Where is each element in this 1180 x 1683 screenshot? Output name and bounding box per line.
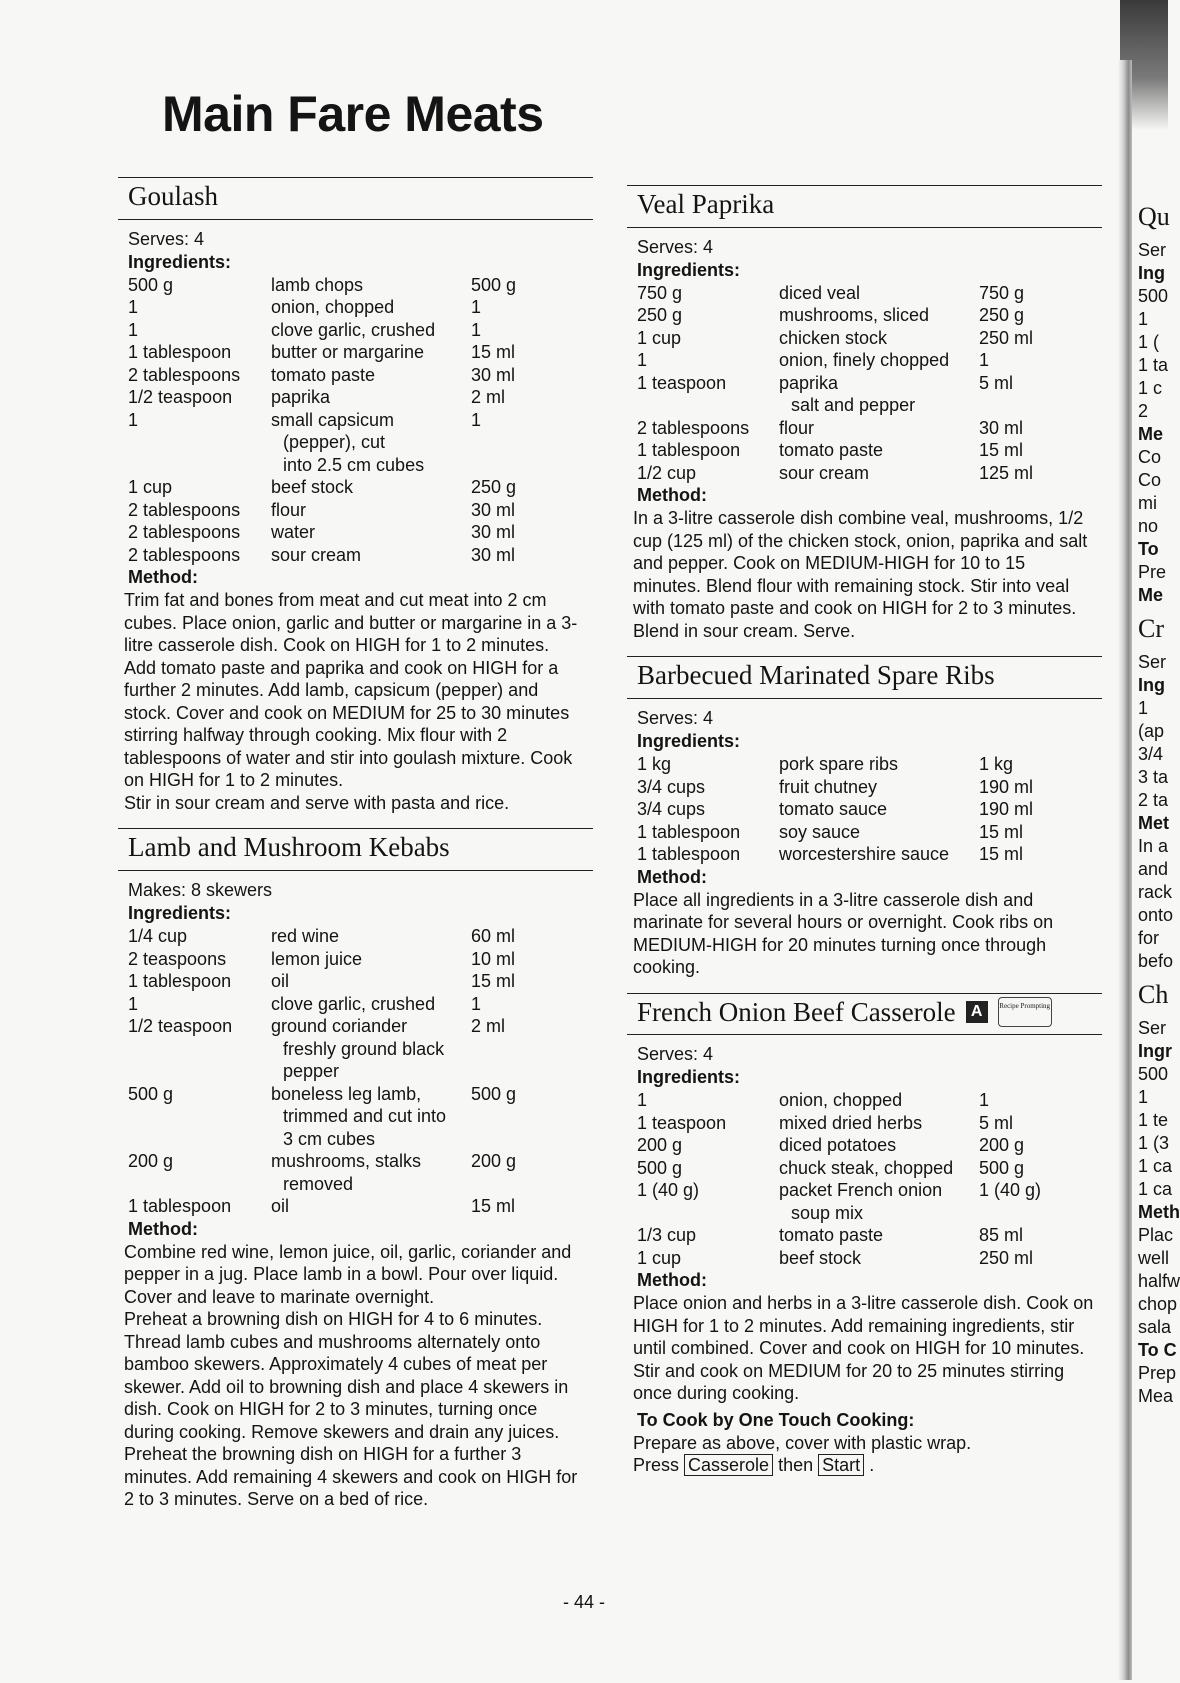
ingredient-item: 3 cm cubes xyxy=(283,1128,376,1149)
ingredient-metric: 250 ml xyxy=(979,327,1034,348)
ingredients-label: Ingredients: xyxy=(637,259,741,280)
ingredient-item: tomato sauce xyxy=(779,799,888,819)
ingredient-metric: 1 (40 g) xyxy=(979,1180,1042,1201)
ingredient-item: clove garlic, crushed xyxy=(271,319,436,340)
next-page-text: 1 ta xyxy=(1138,355,1169,375)
ingredients-table xyxy=(627,753,1102,866)
recipe-title: Veal Paprika xyxy=(627,185,1102,228)
method-text xyxy=(118,589,593,814)
next-page-text: Co xyxy=(1138,470,1162,490)
ingredient-item: chicken stock xyxy=(779,327,888,348)
ingredient-qty: 1 xyxy=(637,350,648,371)
next-page-text: Meth xyxy=(1138,1202,1180,1222)
ingredient-metric: 10 ml xyxy=(471,948,516,969)
ingredient-qty: 1 tablespoon xyxy=(128,971,232,991)
method-text xyxy=(627,507,1102,642)
ingredient-item: clove garlic, crushed xyxy=(271,993,436,1014)
ingredient-item: butter or margarine xyxy=(271,342,425,363)
next-page-text: To xyxy=(1138,539,1159,559)
ingredient-item: oil xyxy=(271,971,290,991)
ingredient-metric: 250 ml xyxy=(979,1247,1034,1268)
next-page-text: Ser xyxy=(1138,652,1167,672)
ingredient-item: packet French onion xyxy=(779,1180,943,1201)
next-page-text: Ser xyxy=(1138,240,1167,260)
ingredient-metric: 750 g xyxy=(979,282,1025,303)
method-label: Method: xyxy=(128,567,198,588)
ingredient-item: diced potatoes xyxy=(779,1135,897,1156)
ingredient-item: removed xyxy=(283,1173,354,1194)
serves: Makes: 8 skewers xyxy=(128,880,273,900)
ingredient-qty xyxy=(128,454,271,477)
ingredients-label: Ingredients: xyxy=(637,731,741,751)
ingredient-qty: 1/3 cup xyxy=(637,1225,697,1246)
ingredient-metric: 200 g xyxy=(471,1151,517,1171)
recipe-goulash xyxy=(118,177,593,814)
ingredient-qty: 1 cup xyxy=(637,1247,682,1268)
ingredient-item: small capsicum xyxy=(271,409,395,430)
next-page-text: 2 xyxy=(1138,401,1149,421)
ingredients-label: Ingredients: xyxy=(128,251,232,272)
method-text xyxy=(118,1241,593,1511)
next-page-text: Me xyxy=(1138,585,1164,605)
ingredient-item: mushrooms, sliced xyxy=(779,305,930,326)
ingredient-metric: 190 ml xyxy=(979,799,1034,819)
ingredient-qty: 1 xyxy=(128,319,139,340)
ingredient-qty: 3/4 cups xyxy=(637,776,706,797)
next-page-text: Ing xyxy=(1138,263,1165,283)
ingredient-metric: 5 ml xyxy=(979,372,1014,393)
ingredient-qty: 1/2 teaspoon xyxy=(128,1016,233,1036)
next-page-text: onto xyxy=(1138,905,1174,925)
ingredient-metric: 125 ml xyxy=(979,462,1034,483)
ingredient-item: (pepper), cut xyxy=(283,432,386,453)
ingredient-metric xyxy=(471,1060,541,1083)
ingredient-item: onion, chopped xyxy=(779,1090,903,1111)
next-page-text: 2 ta xyxy=(1138,790,1169,810)
ingredient-qty: 500 g xyxy=(637,1157,683,1178)
ingredient-qty xyxy=(128,431,271,454)
ingredient-metric: 500 g xyxy=(979,1157,1025,1178)
ingredient-item: pork spare ribs xyxy=(779,754,899,774)
ingredient-metric: 200 g xyxy=(979,1135,1025,1156)
ingredient-qty: 250 g xyxy=(637,305,683,326)
next-page-text: Ingr xyxy=(1138,1041,1172,1061)
ingredient-qty: 500 g xyxy=(128,274,174,295)
next-page-text: 500 xyxy=(1138,1064,1169,1084)
ingredient-metric: 15 ml xyxy=(471,971,516,991)
ingredient-qty: 1 tablespoon xyxy=(637,844,741,864)
ingredient-qty: 1 teaspoon xyxy=(637,372,727,393)
ingredient-item: pepper xyxy=(283,1061,340,1081)
ingredient-qty: 1 cup xyxy=(637,327,682,348)
ingredient-metric: 15 ml xyxy=(979,440,1024,461)
ingredient-item: oil xyxy=(271,1196,290,1216)
recipe-french-onion-beef xyxy=(627,993,1102,1477)
next-page-text: Ing xyxy=(1138,675,1165,695)
method-text xyxy=(627,1292,1102,1405)
ingredient-metric: 15 ml xyxy=(471,1196,516,1216)
ingredient-qty: 500 g xyxy=(128,1083,174,1104)
start-key: Start xyxy=(818,1454,864,1476)
method-paragraph: Preheat a browning dish on HIGH for 4 to 6 minutes. Thread lamb cubes and mushrooms alternately onto bamboo skewers. Approximately 4 cubes of meat per skewer. Add oil to browning dish and place 4 skewers in dish. Cook on HIGH for 2 to 3 minutes, turning once during cooking. Remove skewers and drain any juices. Preheat the browning dish on HIGH for a further 3 minutes. Add remaining 4 skewers and cook on HIGH for 2 to 3 minutes. Serve on a bed of rice. xyxy=(124,1309,578,1509)
next-page-text: Qu xyxy=(1138,202,1170,231)
ingredient-metric: 1 xyxy=(471,993,482,1014)
middle-column xyxy=(627,185,1102,1491)
ingredient-qty: 1 teaspoon xyxy=(637,1112,727,1133)
ingredient-item: onion, finely chopped xyxy=(779,350,950,371)
method-paragraph: Trim fat and bones from meat and cut meat into 2 cm cubes. Place onion, garlic and butter or margarine in a 3-litre casserole dish. Cook on HIGH for 1 to 2 minutes. Add tomato paste and paprika and cook on HIGH for a further 2 minutes. Add lamb, capsicum (pepper) and stock. Cover and cook on MEDIUM for 25 to 30 minutes stirring halfway through cooking. Mix flour with 2 tablespoons of water and stir into goulash mixture. Cook on HIGH for 1 to 2 minutes. xyxy=(124,590,578,791)
ingredient-qty: 1/4 cup xyxy=(128,926,188,946)
next-page-text: Pre xyxy=(1138,562,1167,582)
ingredient-item: tomato paste xyxy=(779,440,884,461)
ingredient-metric: 190 ml xyxy=(979,776,1034,797)
ingredient-item: tomato paste xyxy=(271,364,376,385)
recipe-title xyxy=(627,993,1102,1036)
ingredient-qty: 2 tablespoons xyxy=(128,522,241,543)
next-page-text: In a xyxy=(1138,836,1169,856)
ingredient-item: soy sauce xyxy=(779,821,861,842)
ingredient-item: boneless leg lamb, xyxy=(271,1083,422,1104)
ingredient-metric: 15 ml xyxy=(979,844,1024,864)
serves: Serves: 4 xyxy=(637,236,714,257)
ingredient-qty: 1 tablespoon xyxy=(637,821,741,842)
ingredient-qty xyxy=(637,394,779,417)
auto-cook-badge-icon: A xyxy=(966,1001,988,1023)
ingredient-metric xyxy=(471,1128,541,1151)
ingredients-label: Ingredients: xyxy=(637,1067,741,1088)
method-paragraph: Combine red wine, lemon juice, oil, garlic, coriander and pepper in a jug. Place lamb in a bowl. Pour over liquid. Cover and leave to marinate overnight. xyxy=(124,1241,572,1307)
page-gutter xyxy=(1118,60,1132,1680)
next-page-text: for xyxy=(1138,928,1160,948)
ingredient-metric: 2 ml xyxy=(471,1016,506,1036)
next-page-text: well xyxy=(1138,1248,1170,1268)
method-paragraph: Place all ingredients in a 3-litre casserole dish and marinate for several hours or overnight. Cook ribs on MEDIUM-HIGH for 20 minutes turning once through cooking. xyxy=(633,889,1054,977)
next-page-text: 1 te xyxy=(1138,1110,1169,1130)
ingredient-qty: 750 g xyxy=(637,282,683,303)
ingredient-metric: 1 xyxy=(471,409,482,430)
ingredient-qty: 1/2 teaspoon xyxy=(128,387,233,408)
ingredient-item: tomato paste xyxy=(779,1225,884,1246)
page-number: - 44 - xyxy=(562,1592,605,1612)
one-touch-line: Prepare as above, cover with plastic wrap. xyxy=(633,1432,972,1453)
ingredients-table xyxy=(118,274,593,567)
ingredient-item: beef stock xyxy=(779,1247,862,1268)
next-page-text: 1 xyxy=(1138,309,1149,329)
page-title: Main Fare Meats xyxy=(162,86,544,142)
serves: Serves: 4 xyxy=(637,708,714,728)
next-page-text: 1 (3 xyxy=(1138,1133,1170,1153)
next-page-text: chop xyxy=(1138,1294,1178,1314)
next-page-text: halfw xyxy=(1138,1271,1180,1291)
ingredient-qty: 1 cup xyxy=(128,477,173,498)
ingredient-qty xyxy=(128,1060,271,1083)
recipe-title: Goulash xyxy=(118,177,593,220)
ingredient-item: diced veal xyxy=(779,282,861,303)
next-page-text: and xyxy=(1138,859,1169,879)
ingredients-label: Ingredients: xyxy=(128,903,232,923)
next-page-fragment xyxy=(1138,195,1180,1408)
next-page-text: 1 ca xyxy=(1138,1179,1173,1199)
ingredient-qty: 2 tablespoons xyxy=(128,544,241,565)
serves: Serves: 4 xyxy=(128,228,205,249)
ingredient-metric: 5 ml xyxy=(979,1112,1014,1133)
end-dot: . xyxy=(869,1455,875,1476)
ingredient-qty: 2 tablespoons xyxy=(128,364,241,385)
next-page-text: 1 ( xyxy=(1138,332,1160,352)
ingredient-item: flour xyxy=(779,417,815,438)
left-column xyxy=(118,177,593,1525)
ingredient-item: water xyxy=(271,522,316,543)
ingredient-item: chuck steak, chopped xyxy=(779,1157,954,1178)
ingredient-metric: 250 g xyxy=(471,477,517,498)
ingredients-table xyxy=(627,282,1102,485)
next-page-text: Cr xyxy=(1138,614,1164,643)
next-page-text: no xyxy=(1138,516,1159,536)
ingredient-metric: 2 ml xyxy=(471,387,506,408)
method-paragraph: Stir in sour cream and serve with pasta and rice. xyxy=(124,792,510,813)
method-label: Method: xyxy=(637,1270,707,1291)
ingredient-metric xyxy=(979,1202,1049,1225)
next-page-text: 3/4 xyxy=(1138,744,1164,764)
ingredient-qty: 2 tablespoons xyxy=(637,417,750,438)
ingredient-item: salt and pepper xyxy=(791,395,916,416)
next-page-text: 1 ca xyxy=(1138,1156,1173,1176)
ingredient-item: paprika xyxy=(779,372,839,393)
ingredient-item: paprika xyxy=(271,387,331,408)
ingredient-qty xyxy=(637,1202,779,1225)
ingredient-qty: 200 g xyxy=(128,1151,174,1171)
ingredient-metric xyxy=(471,1105,541,1128)
ingredient-item: worcestershire sauce xyxy=(779,844,950,864)
recipe-prompting-badge-icon: Recipe Prompting xyxy=(998,997,1052,1027)
serves: Serves: 4 xyxy=(637,1044,714,1065)
ingredient-metric: 1 kg xyxy=(979,754,1014,774)
one-touch-text xyxy=(627,1432,1102,1477)
method-label: Method: xyxy=(637,866,707,887)
ingredient-qty: 1 (40 g) xyxy=(637,1180,700,1201)
ingredients-table xyxy=(627,1089,1102,1269)
next-page-text: befo xyxy=(1138,951,1174,971)
ingredient-item: ground coriander xyxy=(271,1016,408,1036)
ingredient-item: sour cream xyxy=(271,544,362,565)
ingredient-metric: 15 ml xyxy=(471,342,516,363)
next-page-text: To C xyxy=(1138,1340,1177,1360)
ingredient-item: mushrooms, stalks xyxy=(271,1151,422,1171)
ingredient-metric xyxy=(471,454,541,477)
ingredient-item: mixed dried herbs xyxy=(779,1112,923,1133)
next-page-text: sala xyxy=(1138,1317,1172,1337)
next-page-text: 1 xyxy=(1138,1087,1149,1107)
next-page-text: rack xyxy=(1138,882,1173,902)
method-label: Method: xyxy=(637,485,707,506)
ingredient-metric: 30 ml xyxy=(979,417,1024,438)
ingredient-qty: 2 teaspoons xyxy=(128,948,227,969)
ingredient-metric xyxy=(471,1038,541,1061)
ingredient-qty: 200 g xyxy=(637,1135,683,1156)
ingredient-qty: 1 xyxy=(128,297,139,318)
ingredient-item: lemon juice xyxy=(271,948,363,969)
ingredient-qty xyxy=(128,1038,271,1061)
ingredient-metric: 15 ml xyxy=(979,821,1024,842)
ingredient-metric: 30 ml xyxy=(471,522,516,543)
ingredient-metric: 30 ml xyxy=(471,364,516,385)
ingredient-metric: 1 xyxy=(471,319,482,340)
next-page-text: 3 ta xyxy=(1138,767,1169,787)
ingredient-item: into 2.5 cm cubes xyxy=(283,454,425,475)
ingredient-qty: 1 xyxy=(637,1090,648,1111)
method-paragraph: Place onion and herbs in a 3-litre casserole dish. Cook on HIGH for 1 to 2 minutes. Add remaining ingredients, stir until combined. Cover and cook on HIGH for 10 minutes. Stir and cook on MEDIUM for 20 to 25 minutes stirring once during cooking. xyxy=(633,1293,1094,1404)
ingredient-metric xyxy=(471,431,541,454)
ingredient-qty xyxy=(128,1105,271,1128)
ingredient-qty: 1 tablespoon xyxy=(637,440,741,461)
recipe-title: Barbecued Marinated Spare Ribs xyxy=(627,656,1102,699)
next-page-text: Ser xyxy=(1138,1018,1167,1038)
ingredient-qty: 1 tablespoon xyxy=(128,1196,232,1216)
ingredient-item: beef stock xyxy=(271,477,354,498)
method-text xyxy=(627,889,1102,979)
next-page-text: Met xyxy=(1138,813,1169,833)
ingredient-metric: 30 ml xyxy=(471,499,516,520)
ingredient-metric: 30 ml xyxy=(471,544,516,565)
ingredient-item: soup mix xyxy=(791,1202,864,1223)
one-touch-label: To Cook by One Touch Cooking: xyxy=(637,1409,915,1430)
recipe-lamb-kebabs xyxy=(118,828,593,1510)
ingredient-metric xyxy=(471,1173,541,1196)
ingredients-table xyxy=(118,925,593,1218)
ingredient-metric: 60 ml xyxy=(471,926,516,946)
next-page-text: Co xyxy=(1138,447,1162,467)
casserole-key: Casserole xyxy=(684,1454,773,1476)
recipe-title: Lamb and Mushroom Kebabs xyxy=(118,828,593,871)
ingredient-item: lamb chops xyxy=(271,274,364,295)
next-page-text: Mea xyxy=(1138,1386,1174,1406)
ingredient-item: freshly ground black xyxy=(283,1038,445,1059)
ingredient-qty: 3/4 cups xyxy=(637,799,706,819)
next-page-text: Ch xyxy=(1138,980,1169,1009)
next-page-text: Plac xyxy=(1138,1225,1174,1245)
recipe-spare-ribs xyxy=(627,656,1102,978)
ingredient-qty: 2 tablespoons xyxy=(128,499,241,520)
ingredient-metric: 85 ml xyxy=(979,1225,1024,1246)
next-page-text: mi xyxy=(1138,493,1157,513)
ingredient-metric xyxy=(979,394,1049,417)
ingredient-item: fruit chutney xyxy=(779,776,878,797)
ingredient-item: sour cream xyxy=(779,462,870,483)
next-page-text: 500 xyxy=(1138,286,1169,306)
ingredient-metric: 500 g xyxy=(471,274,517,295)
method-label: Method: xyxy=(128,1218,198,1239)
next-page-text: Prep xyxy=(1138,1363,1177,1383)
ingredient-metric: 500 g xyxy=(471,1083,517,1104)
ingredient-metric: 250 g xyxy=(979,305,1025,326)
ingredient-item: red wine xyxy=(271,926,340,946)
next-page-text: 1 c xyxy=(1138,378,1163,398)
ingredient-qty: 1 xyxy=(128,993,139,1014)
one-touch-press-line xyxy=(633,1454,1094,1477)
ingredient-qty: 1/2 cup xyxy=(637,462,697,483)
ingredient-metric: 1 xyxy=(979,350,990,371)
ingredient-qty: 1 kg xyxy=(637,754,672,774)
ingredient-metric: 1 xyxy=(979,1090,990,1111)
press-word: Press xyxy=(633,1455,680,1476)
ingredient-qty: 1 xyxy=(128,409,139,430)
recipe-title-text: French Onion Beef Casserole xyxy=(637,996,956,1027)
next-page-text: (ap xyxy=(1138,721,1165,741)
next-page-text: Me xyxy=(1138,424,1164,444)
ingredient-item: trimmed and cut into xyxy=(283,1106,447,1126)
ingredient-item: onion, chopped xyxy=(271,297,395,318)
ingredient-metric: 1 xyxy=(471,297,482,318)
ingredient-qty xyxy=(128,1173,271,1196)
recipe-veal-paprika xyxy=(627,185,1102,642)
ingredient-qty xyxy=(128,1128,271,1151)
then-word: then xyxy=(778,1455,814,1476)
method-paragraph: In a 3-litre casserole dish combine veal, mushrooms, 1/2 cup (125 ml) of the chicken stock, onion, paprika and salt and pepper. Cook on MEDIUM-HIGH for 10 to 15 minutes. Blend flour with remaining stock. Stir into veal with tomato paste and cook on HIGH for 2 to 3 minutes. Blend in sour cream. Serve. xyxy=(633,508,1088,641)
ingredient-item: flour xyxy=(271,499,307,520)
next-page-text: 1 xyxy=(1138,698,1149,718)
ingredient-qty: 1 tablespoon xyxy=(128,342,232,363)
